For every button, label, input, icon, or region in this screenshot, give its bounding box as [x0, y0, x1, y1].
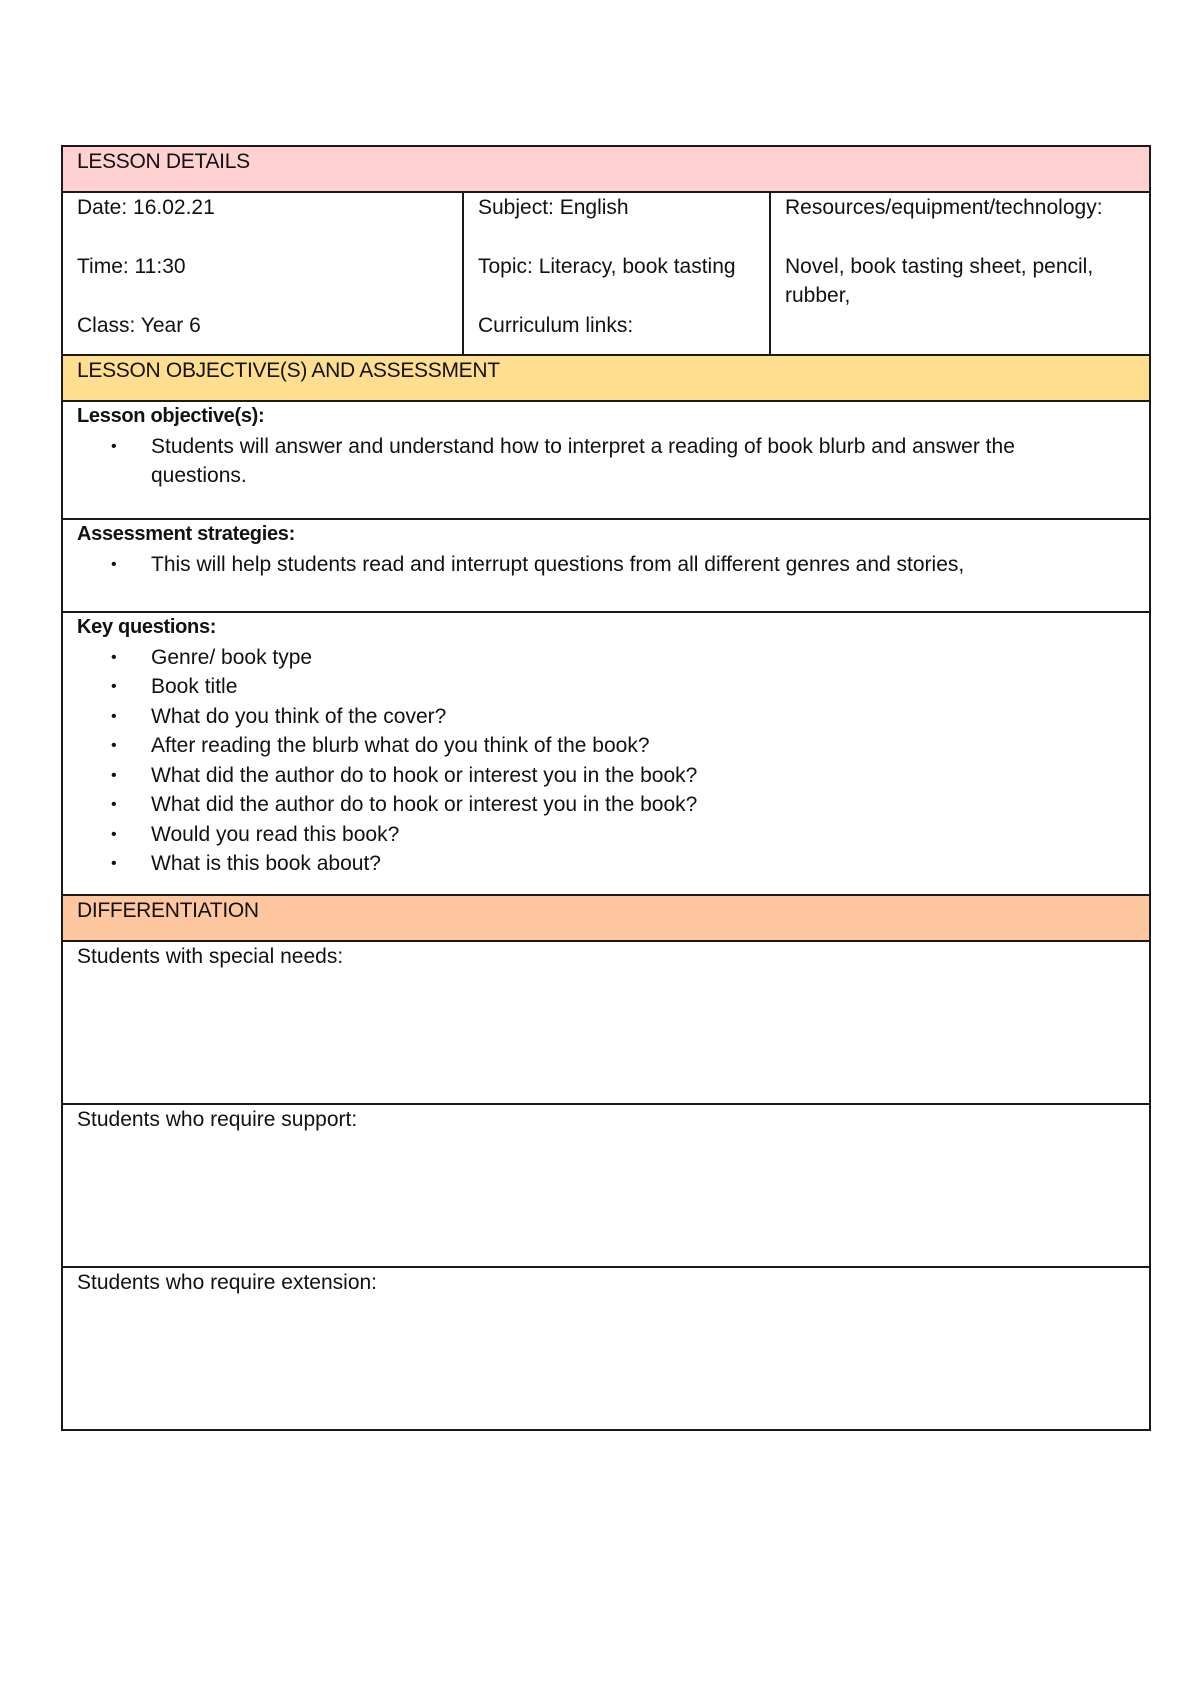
- lesson-objectives-list: [77, 432, 1149, 491]
- bullet-icon: •: [111, 678, 117, 695]
- date-time-class-cell: [62, 192, 463, 355]
- bullet-icon: •: [111, 766, 117, 784]
- bullet-icon: •: [111, 796, 117, 813]
- assessment-cell: [62, 519, 1150, 612]
- bullet-icon: •: [111, 825, 117, 843]
- time-field: Time: 11:30: [77, 255, 186, 278]
- key-questions-label: Key questions:: [77, 616, 217, 638]
- bullet-icon: •: [111, 707, 117, 725]
- list-item: • Book title: [77, 672, 1149, 702]
- key-questions-cell: [62, 612, 1150, 895]
- resources-cell: [770, 192, 1150, 355]
- assessment-row: [62, 519, 1150, 612]
- list-item: • Students will answer and understand how to interpret a reading of book blurb and answer the questions.: [77, 432, 1149, 491]
- list-item: • Genre/ book type: [77, 643, 1149, 673]
- curriculum-links-field: Curriculum links:: [478, 314, 634, 337]
- differentiation-header-row: [62, 895, 1150, 941]
- subject-field: Subject: English: [478, 196, 629, 219]
- require-extension-cell: Students who require extension:: [62, 1267, 1150, 1430]
- lesson-details-header-row: [62, 146, 1150, 192]
- lesson-objectives-row: [62, 401, 1150, 519]
- special-needs-row: [62, 941, 1150, 1104]
- require-support-row: [62, 1104, 1150, 1267]
- list-item: • What did the author do to hook or interest you in the book?: [77, 790, 1149, 820]
- list-item: • What do you think of the cover?: [77, 702, 1149, 732]
- bullet-icon: •: [111, 555, 117, 573]
- lesson-objectives-cell: [62, 401, 1150, 519]
- topic-field: Topic: Literacy, book tasting: [478, 255, 736, 278]
- date-field: Date: 16.02.21: [77, 196, 215, 219]
- lesson-details-header: LESSON DETAILS: [62, 146, 1150, 192]
- list-item: • After reading the blurb what do you think of the book?: [77, 731, 1149, 761]
- assessment-label: Assessment strategies:: [77, 523, 295, 545]
- special-needs-cell: Students with special needs:: [62, 941, 1150, 1104]
- subject-topic-cell: [463, 192, 770, 355]
- key-questions-row: [62, 612, 1150, 895]
- bullet-icon: •: [111, 855, 117, 872]
- class-field: Class: Year 6: [77, 314, 201, 337]
- list-item: • What did the author do to hook or interest you in the book?: [77, 761, 1149, 791]
- require-extension-row: [62, 1267, 1150, 1430]
- differentiation-header: DIFFERENTIATION: [62, 895, 1150, 941]
- bullet-icon: •: [111, 648, 117, 666]
- objectives-header: LESSON OBJECTIVE(S) AND ASSESSMENT: [62, 355, 1150, 401]
- bullet-icon: •: [111, 737, 117, 754]
- assessment-list: [77, 550, 1149, 580]
- resources-value: Novel, book tasting sheet, pencil, rubber,: [785, 255, 1094, 307]
- require-support-cell: Students who require support:: [62, 1104, 1150, 1267]
- lesson-objectives-label: Lesson objective(s):: [77, 405, 265, 427]
- lesson-plan-page: [61, 145, 1149, 1431]
- key-questions-list: [77, 643, 1149, 879]
- lesson-details-row: [62, 192, 1150, 355]
- bullet-icon: •: [111, 437, 117, 455]
- objectives-header-row: [62, 355, 1150, 401]
- resources-label: Resources/equipment/technology:: [785, 196, 1103, 219]
- list-item: • What is this book about?: [77, 849, 1149, 879]
- list-item: • This will help students read and interrupt questions from all different genres and stories,: [77, 550, 1149, 580]
- lesson-plan-table: [61, 145, 1151, 1431]
- list-item: • Would you read this book?: [77, 820, 1149, 850]
